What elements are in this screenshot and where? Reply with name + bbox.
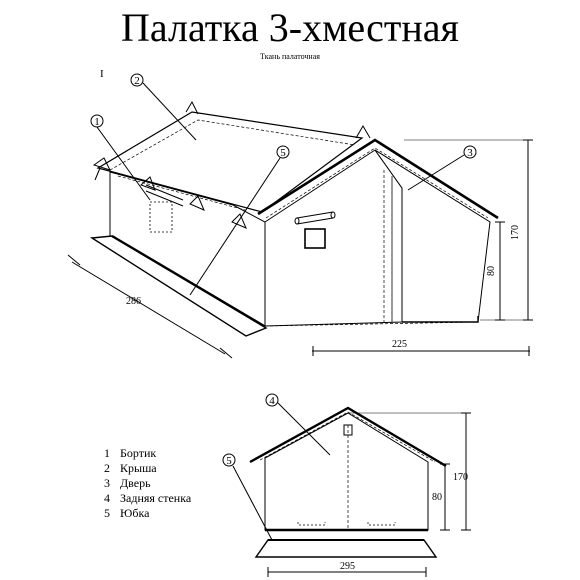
callout-5-bottom: 5 <box>226 455 232 467</box>
legend-item: 4 Задняя стенка <box>104 491 192 505</box>
callout-3: 3 <box>467 147 473 159</box>
callout-2: 2 <box>134 75 140 87</box>
callout-1: 1 <box>94 116 100 128</box>
rear-skirt <box>256 540 436 557</box>
legend-item: 5 Юбка <box>104 506 150 520</box>
fabric-subtitle: Ткань палаточная <box>260 52 320 61</box>
dim-length: 286 <box>126 296 141 307</box>
rear-wall <box>265 413 428 530</box>
legend-item: 1 Бортик <box>104 446 157 460</box>
dim-width-front: 225 <box>392 339 407 350</box>
dim-width-rear: 295 <box>340 561 355 572</box>
dim-height-total-rear: 170 <box>453 472 468 483</box>
legend-item: 3 Дверь <box>104 476 151 490</box>
callout-4: 4 <box>269 395 275 407</box>
dim-height-wall-rear: 80 <box>432 492 442 503</box>
page-title: Палатка 3-хместная <box>121 5 459 50</box>
callout-5-top: 5 <box>280 147 286 159</box>
legend-item: 2 Крыша <box>104 461 157 475</box>
corner-mark: I <box>100 68 104 80</box>
dim-height-wall: 80 <box>486 266 497 276</box>
dim-height-total: 170 <box>510 225 521 240</box>
parts-legend <box>100 446 191 521</box>
